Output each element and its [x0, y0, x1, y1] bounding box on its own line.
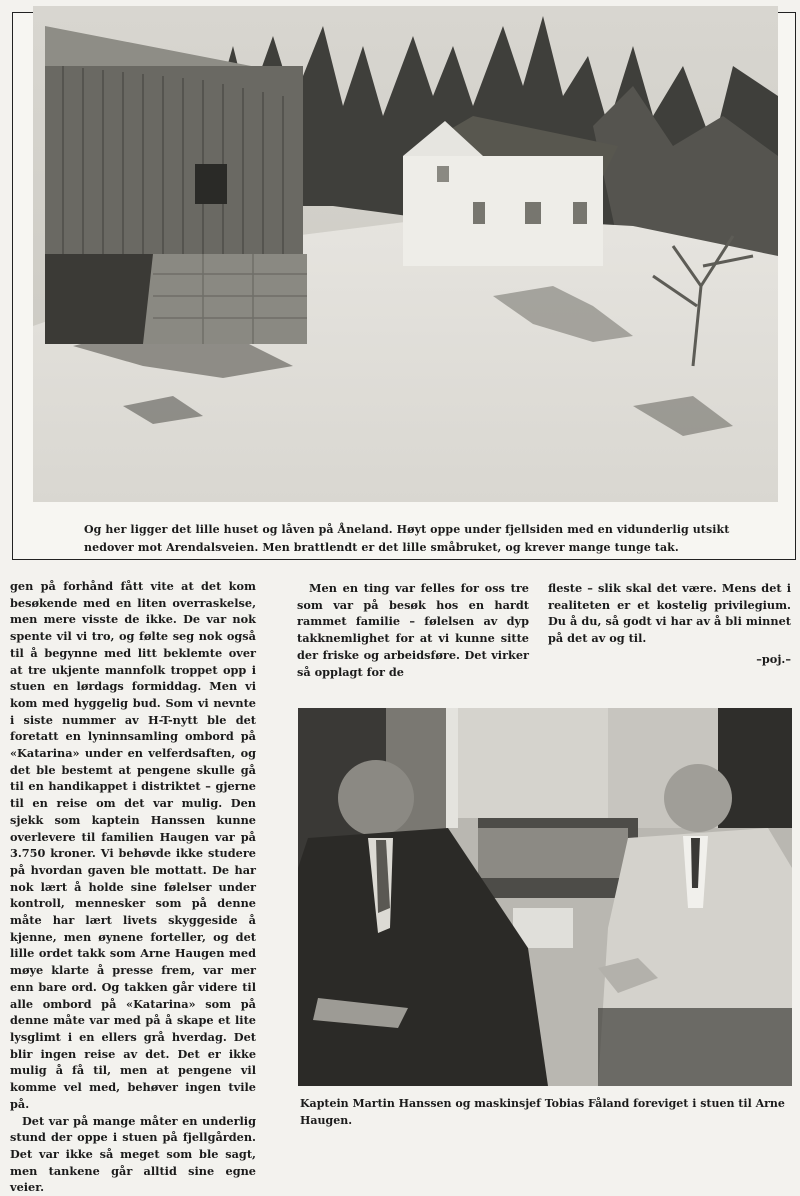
article-column-2 [297, 580, 529, 680]
farm-photo [33, 6, 778, 502]
article-paragraph: fleste – slik skal det være. Mens det i realiteten er et kostelig privilegium. Du å du, så godt vi har av å bli minnet på det av og til. [548, 580, 791, 647]
portrait-photo [298, 708, 792, 1086]
article-column-1 [10, 578, 256, 1196]
article-column-3 [548, 580, 791, 668]
portrait-photo-caption: Kaptein Martin Hanssen og maskinsjef Tobias Fåland foreviget i stuen til Arne Haugen. [300, 1095, 792, 1129]
article-paragraph: Men en ting var felles for oss tre som var på besøk hos en hardt rammet familie – følelsen av dyp takknemlighet for at vi kunne sitte der friske og arbeidsføre. Det virker så opplagt for de [297, 580, 529, 680]
article-paragraph: Det var på mange måter en underlig stund der oppe i stuen på fjellgården. Det var ikke så meget som ble sagt, men tankene går alltid sine egne veier. [10, 1113, 256, 1196]
article-paragraph: gen på forhånd fått vite at det kom besøkende med en liten overraskelse, men mere visste de ikke. De var nok spente vil vi tro, og følte seg nok også til å begynne med litt beklemte over at tre ukjente mannfolk troppet opp i stuen en lørdags formiddag. Men vi kom med hyggelig bud. Som vi nevnte i siste nummer av H-T-nytt ble det foretatt en lyninnsamling ombord på «Katarina» under en velferdsaften, og det ble bestemt at pengene skulle gå til en handikappet i distriktet – gjerne til en reise om det var mulig. Den sjekk som kaptein Hanssen kunne overlevere til familien Haugen var på 3.750 kroner. Vi behøvde ikke studere på hvordan gaven ble mottatt. De har nok lært å holde sine følelser under kontroll, mennesker som på denne måte har lært livets skyggeside å kjenne, men øynene forteller, og det lille ordet takk som Arne Haugen med møye klarte å presse frem, var mer enn bare ord. Og takken går videre til alle ombord på «Katarina» som på denne måte var med på å skape et lite lysglimt i en ellers grå hverdag. Det blir ingen reise av det. Det er ikke mulig å få til, men at pengene vil komme vel med, behøver ingen tvile på. [10, 578, 256, 1113]
top-photo-caption: Og her ligger det lille huset og låven på Åneland. Høyt oppe under fjellsiden med en vidunderlig utsikt nedover mot Arendalsveien. Men brattlendt er det lille småbruket, og krever mange tunge tak. [84, 521, 774, 557]
author-signature: –poj.– [548, 651, 791, 668]
